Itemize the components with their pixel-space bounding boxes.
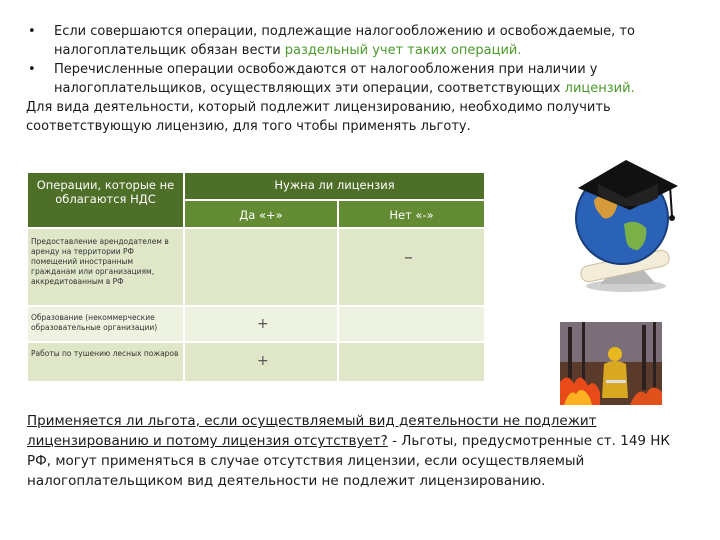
table-header-license: Нужна ли лицензия <box>184 172 485 200</box>
bullet-item-1 <box>26 22 676 60</box>
bullet-2-text: Перечисленные операции освобождаются от налогообложения при наличии у налогоплательщиков, осуществляющих эти операции, соответствующих <box>54 62 598 96</box>
bullet-dot: • <box>28 62 36 77</box>
table-row-1-no <box>338 228 485 306</box>
firefighter-forest-fire-image <box>560 322 662 405</box>
table-row-1-yes <box>184 228 338 306</box>
bullet-2-highlight: лицензий. <box>564 81 635 96</box>
bullet-1-highlight: раздельный учет таких операций. <box>284 43 522 58</box>
table-subheader-yes: Да «+» <box>184 200 338 228</box>
paragraph: Для вида деятельности, который подлежит лицензированию, необходимо получить соответствующую лицензию, для того чтобы применять льготу. <box>26 100 611 134</box>
table-row-3-no <box>338 342 485 382</box>
table-row-1-no-mark: – <box>404 247 413 268</box>
bullet-dot: • <box>28 24 36 39</box>
question-underlined: Применяется ли льгота, если осуществляемый вид деятельности не подлежит лицензированию и потому лицензия отсутствует? <box>27 413 597 449</box>
table-row-2-label: Образование (некоммерческие образовательные организации) <box>27 306 184 342</box>
table-row-2-yes-mark: + <box>257 316 269 332</box>
table-header-operations: Операции, которые не облагаются НДС <box>27 172 184 228</box>
table-row-3-label: Работы по тушению лесных пожаров <box>27 342 184 382</box>
globe-graduation-cap-image <box>560 146 700 296</box>
table-row-2-yes <box>184 306 338 342</box>
license-table <box>27 172 485 382</box>
bullet-list <box>26 22 676 136</box>
question-paragraph <box>27 411 687 491</box>
bullet-item-2 <box>26 60 676 98</box>
table-subheader-no: Нет «-» <box>338 200 485 228</box>
table-row-1-label: Предоставление арендодателем в аренду на территории РФ помещений иностранным гражданам или организациям, аккредитованным в РФ <box>27 228 184 306</box>
table-row-3-yes <box>184 342 338 382</box>
table-row-3-yes-mark: + <box>257 353 269 369</box>
bullet-1-text: Если совершаются операции, подлежащие налогообложению и освобождаемые, то налогоплательщик обязан вести <box>54 24 635 58</box>
question-answer: - Льготы, предусмотренные ст. 149 НК РФ, могут применяться в случае отсутствия лицензии, если осуществляемый налогоплательщиком вид деятельности не подлежит лицензированию. <box>27 433 671 489</box>
table-row-2-no <box>338 306 485 342</box>
